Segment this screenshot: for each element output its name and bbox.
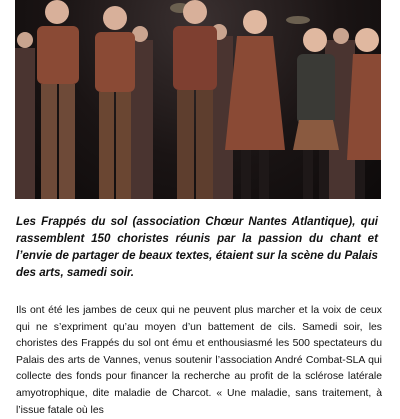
choir-performers-illustration (15, 0, 381, 199)
choir-photo (15, 0, 381, 199)
photo-caption: Les Frappés du sol (association Chœur Nantes Atlantique), qui rassemblent 150 choristes réunis par la passion du chant et l’envie de partager de beaux textes, étaient sur la scène du Palais des arts, samedi soir. (16, 215, 378, 279)
article-body: Ils ont été les jambes de ceux qui ne peuvent plus marcher et la voix de ceux qui ne s’expriment qu’au moyen d’un battement de cils. Samedi soir, les choristes des Frappés du sol ont ému et enthousiasmé les 500 spectateurs du Palais des arts de Vannes, venus soutenir l’association André Combat-SLA qui collecte des fonds pour financer la recherche au profit de la sclérose latérale amyotrophique, dite maladie de Charcot. « Une maladie, sans traitement, à l’issue fatale où les (16, 305, 382, 416)
